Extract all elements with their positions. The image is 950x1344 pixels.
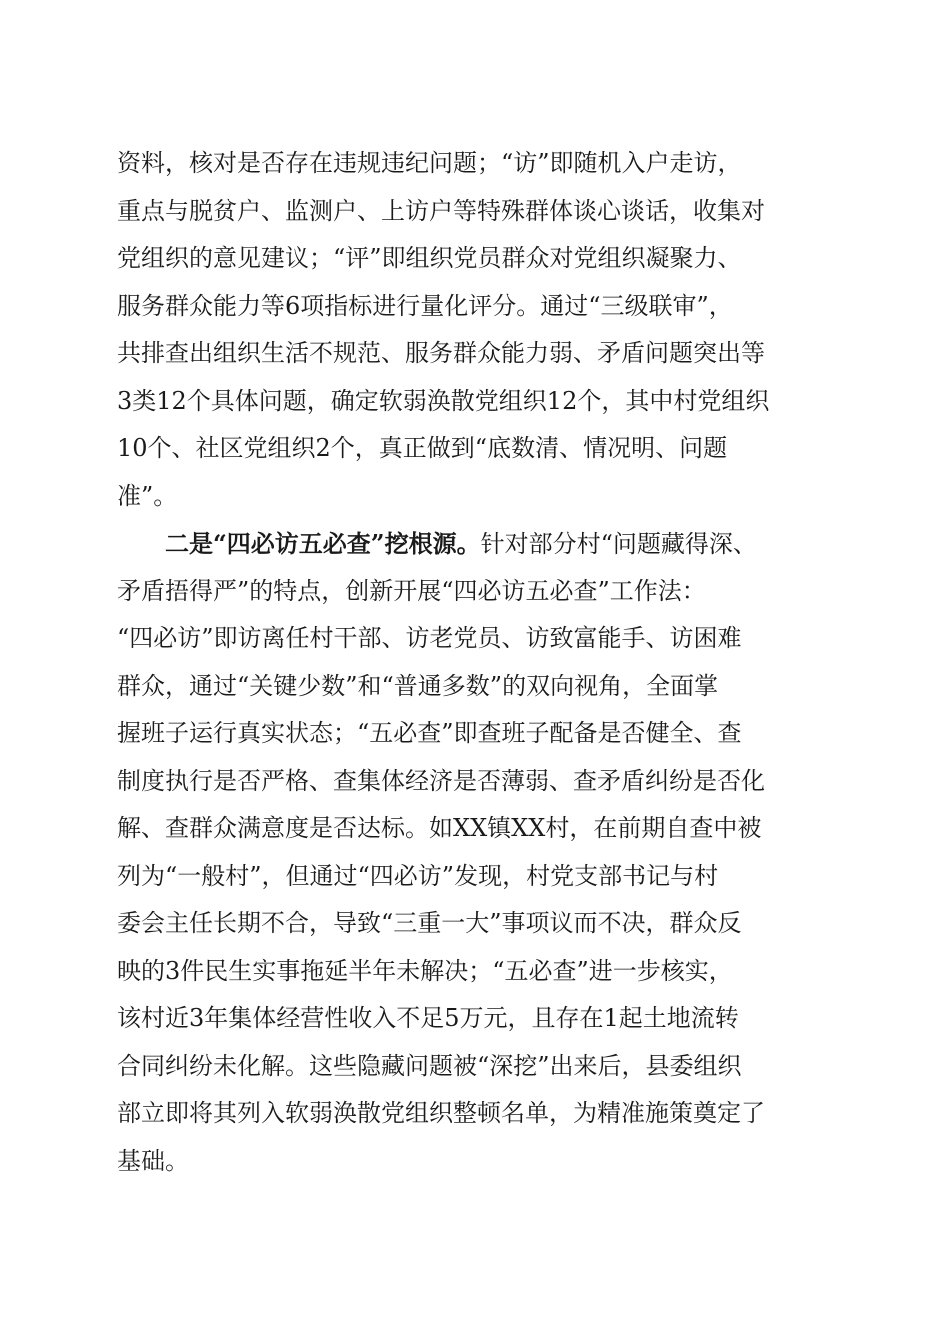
- text-line: 解、查群众满意度是否达标。如XX镇XX村，在前期自查中被: [117, 814, 762, 842]
- text-line: 基础。: [117, 1146, 189, 1175]
- text-line: “四必访”即访离任村干部、访老党员、访致富能手、访困难: [117, 624, 742, 652]
- text-line: 重点与脱贫户、监测户、上访户等特殊群体谈心谈话，收集对: [117, 196, 765, 225]
- text-line: 群众，通过“关键少数”和“普通多数”的双向视角，全面掌: [117, 671, 719, 700]
- text-line: 10个、社区党组织2个，真正做到“底数清、情况明、问题: [117, 434, 728, 462]
- document-body: [117, 140, 837, 1185]
- text-line: 映的3件民生实事拖延半年未解决；“五必查”进一步核实，: [117, 956, 733, 985]
- text-line: 共排查出组织生活不规范、服务群众能力弱、矛盾问题突出等: [117, 339, 765, 367]
- text-line: 制度执行是否严格、查集体经济是否薄弱、查矛盾纠纷是否化: [117, 766, 765, 795]
- paragraph-1: [117, 140, 837, 520]
- text-line: 准”。: [117, 481, 178, 510]
- section-heading: 二是“四必访五必查”挖根源。: [165, 529, 481, 558]
- text-line: 该村近3年集体经营性收入不足5万元，且存在1起土地流转: [117, 1004, 739, 1032]
- text-line: 3类12个具体问题，确定软弱涣散党组织12个，其中村党组织: [117, 386, 770, 415]
- paragraph-2: [117, 520, 837, 1185]
- text-line: 党组织的意见建议；“评”即组织党员群众对党组织凝聚力、: [117, 244, 742, 272]
- text-line: 资料，核对是否存在违规违纪问题；“访”即随机入户走访，: [117, 149, 742, 177]
- paragraph-2-first-line: [117, 520, 837, 568]
- text-line: 委会主任长期不合，导致“三重一大”事项议而不决，群众反: [117, 909, 742, 937]
- text-line: 矛盾捂得严”的特点，创新开展“四必访五必查”工作法：: [117, 576, 706, 605]
- text-line: 握班子运行真实状态；“五必查”即查班子配备是否健全、查: [117, 719, 742, 747]
- text-line: 合同纠纷未化解。这些隐藏问题被“深挖”出来后，县委组织: [117, 1051, 742, 1080]
- text-line: 部立即将其列入软弱涣散党组织整顿名单，为精准施策奠定了: [117, 1099, 765, 1127]
- text-line: 列为“一般村”，但通过“四必访”发现，村党支部书记与村: [117, 861, 719, 890]
- text-line: 服务群众能力等6项指标进行量化评分。通过“三级联审”，: [117, 291, 733, 320]
- text-span: 针对部分村“问题藏得深、: [480, 530, 757, 558]
